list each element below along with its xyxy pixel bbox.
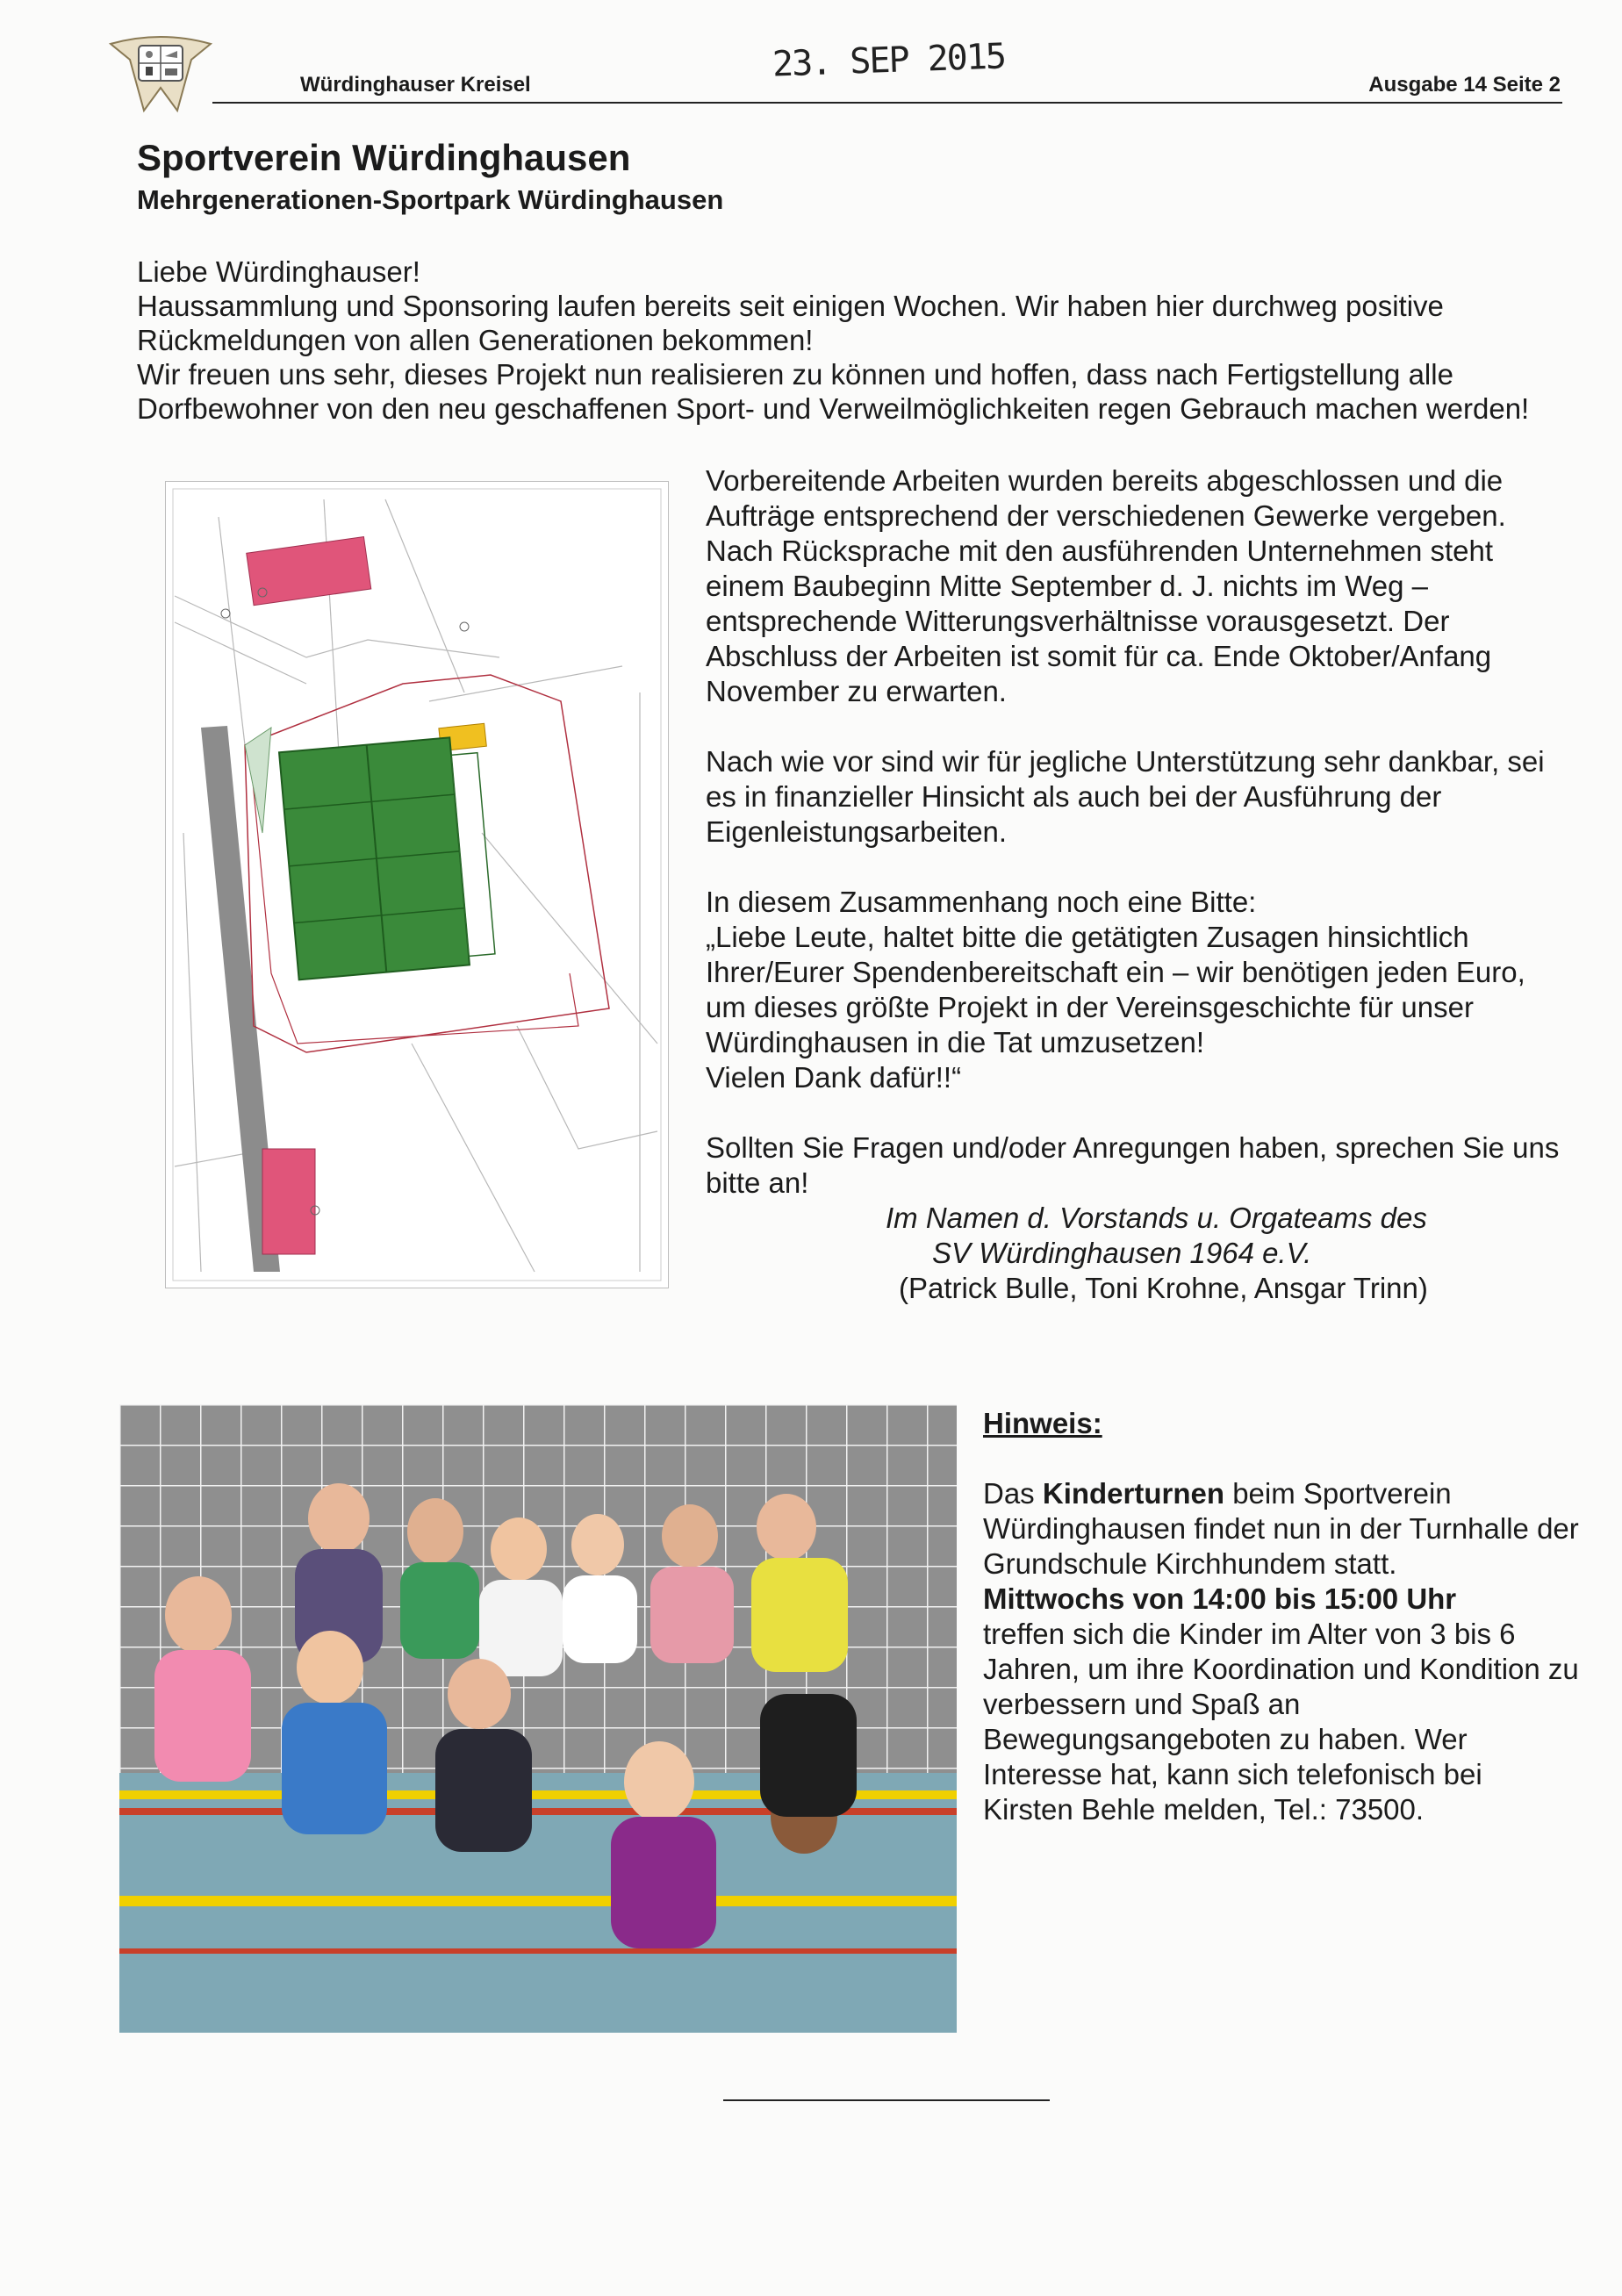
paragraph-support: Nach wie vor sind wir für jegliche Unterstützung sehr dankbar, sei es in finanzieller Hinsicht als auch bei der Ausführung der Eigenleistungsarbeiten. <box>706 745 1545 848</box>
paragraph-request-quote: „Liebe Leute, haltet bitte die getätigten Zusagen hinsichtlich Ihrer/Eurer Spendenbereitschaft ein – wir benötigen jeden Euro, um dieses größte Projekt in der Vereinsgeschichte für unser Würdinghausen in die Tat umzusetzen! <box>706 921 1525 1058</box>
notice-text-a2: beim Sportverein Würdinghausen findet nun in der Turnhalle der Grundschule Kirchhundem statt. <box>983 1477 1579 1580</box>
club-crest-logo <box>107 33 214 121</box>
article-title: Sportverein Würdinghausen <box>137 137 631 178</box>
paragraph-schedule: Vorbereitende Arbeiten wurden bereits abgeschlossen und die Aufträge entsprechend der verschiedenen Gewerke vergeben. Nach Rücksprache mit den ausführenden Unternehmen steht einem Baubeginn Mitte September d. J. nichts im Weg – entsprechende Witterungsverhältnisse vorausgesetzt. Der Abschluss der Arbeiten ist somit für ca. Ende Oktober/Anfang November zu erwarten. <box>706 464 1506 707</box>
notice-box <box>983 1406 1580 1827</box>
notice-kinderturnen: Kinderturnen <box>1042 1477 1225 1510</box>
signature-names: (Patrick Bulle, Toni Krohne, Ansgar Trinn) <box>899 1272 1428 1304</box>
date-stamp: 23. SEP 2015 <box>772 36 1006 85</box>
site-plan-image <box>165 481 669 1288</box>
notice-text-a1: Das <box>983 1477 1043 1510</box>
issue-page-label: Ausgabe 14 Seite 2 <box>1368 73 1561 97</box>
intro-paragraph-1: Haussammlung und Sponsoring laufen bereits seit einigen Wochen. Wir haben hier durchweg positive Rückmeldungen von allen Generationen bekommen! <box>137 290 1444 356</box>
notice-title: Hinweis: <box>983 1407 1102 1439</box>
article-subtitle: Mehrgenerationen-Sportpark Würdinghausen <box>137 184 724 215</box>
notice-time: Mittwochs von 14:00 bis 15:00 Uhr <box>983 1582 1457 1615</box>
greeting: Liebe Würdinghauser! <box>137 255 420 288</box>
newsletter-name: Würdinghauser Kreisel <box>300 73 531 97</box>
site-plan-drawing <box>166 482 668 1288</box>
header-divider <box>212 102 1562 104</box>
building-bottom <box>262 1149 315 1254</box>
footer-divider <box>723 2099 1050 2101</box>
article-body <box>706 463 1566 1306</box>
notice-paragraph-1 <box>983 1476 1580 1582</box>
intro-paragraph-2: Wir freuen uns sehr, dieses Projekt nun realisieren zu können und hoffen, dass nach Fertigstellung alle Dorfbewohner von den neu geschaffenen Sport- und Verweilmöglichkeiten regen Gebrauch machen werden! <box>137 358 1530 425</box>
paragraph-contact: Sollten Sie Fragen und/oder Anregungen haben, sprechen Sie uns bitte an! <box>706 1131 1560 1199</box>
paragraph-thanks: Vielen Dank dafür!!“ <box>706 1061 962 1094</box>
paragraph-request-intro: In diesem Zusammenhang noch eine Bitte: <box>706 886 1257 918</box>
intro-text <box>137 255 1576 426</box>
children-group-photo <box>119 1404 957 2033</box>
signature-line-1: Im Namen d. Vorstands u. Orgateams des <box>886 1202 1427 1234</box>
signature-line-2: SV Würdinghausen 1964 e.V. <box>932 1237 1312 1269</box>
notice-paragraph-2: treffen sich die Kinder im Alter von 3 bis 6 Jahren, um ihre Koordination und Kondition zu verbessern und Spaß an Bewegungsangeboten zu haben. Wer Interesse hat, kann sich telefonisch bei Kirsten Behle melden, Tel.: 73500. <box>983 1618 1579 1826</box>
